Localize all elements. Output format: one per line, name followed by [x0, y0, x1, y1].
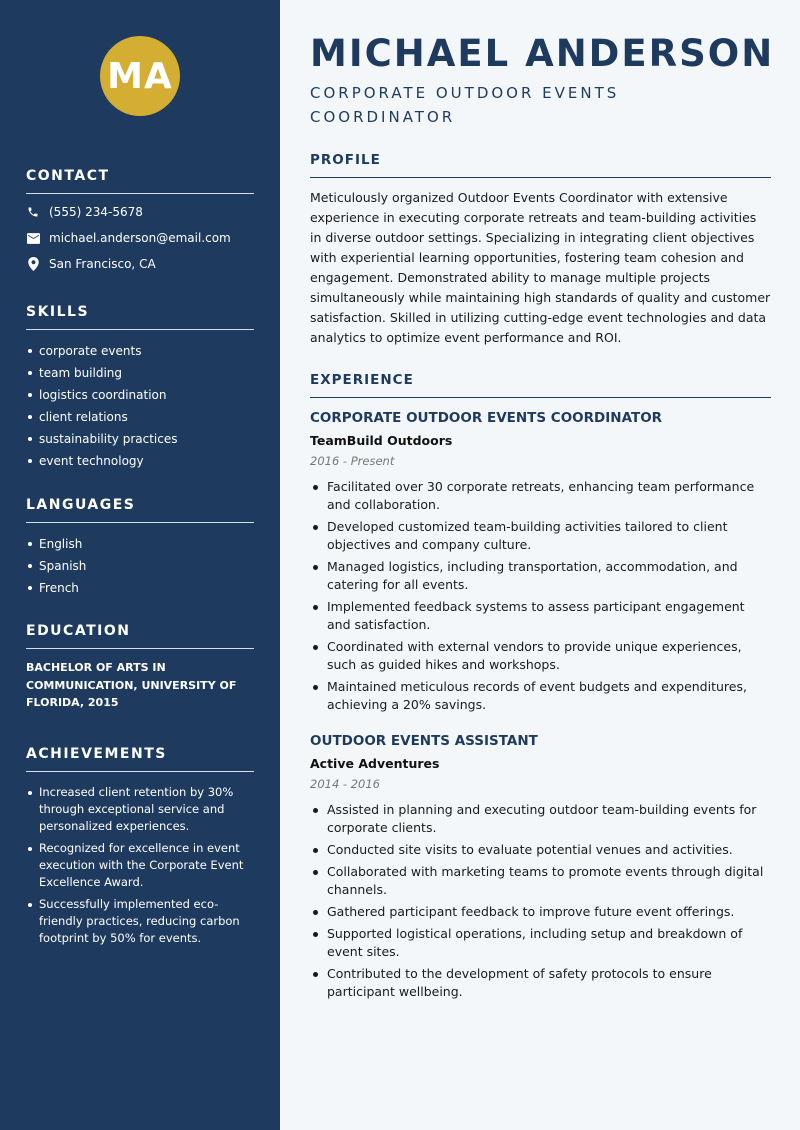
contact-heading: CONTACT: [26, 168, 254, 194]
job-bullet: Contributed to the development of safety protocols to ensure participant wellbeing.: [310, 965, 771, 1001]
skills-heading: SKILLS: [26, 304, 254, 330]
achievements-section: [26, 746, 254, 952]
avatar: MA: [100, 36, 180, 116]
candidate-title: CORPORATE OUTDOOR EVENTS COORDINATOR: [310, 84, 620, 126]
job-bullet: Collaborated with marketing teams to promote events through digital channels.: [310, 863, 771, 899]
skill-item: team building: [26, 362, 254, 384]
job-bullet: Conducted site visits to evaluate potential venues and activities.: [310, 841, 771, 859]
education-degree: BACHELOR OF ARTS IN COMMUNICATION, UNIVERSITY OF FLORIDA, 2015: [26, 661, 237, 709]
job-entry: [310, 733, 771, 1005]
achievement-item: Successfully implemented eco-friendly practices, reducing carbon footprint by 50% for events.: [26, 896, 254, 947]
profile-text: Meticulously organized Outdoor Events Coordinator with extensive experience in executing corporate retreats and team-building activities in diverse outdoor settings. Specializing in integrating client objectives with experiential learning opportunities, fostering team cohesion and engagement. Demonstrated ability to manage multiple projects simultaneously while maintaining high standards of quality and customer satisfaction. Skilled in utilizing cutting-edge event technologies and data analytics to optimize event performance and ROI.: [310, 190, 771, 345]
achievements-heading: ACHIEVEMENTS: [26, 746, 254, 772]
job-bullet: Supported logistical operations, including setup and breakdown of event sites.: [310, 925, 771, 961]
contact-location: [26, 251, 254, 277]
job-bullet: Implemented feedback systems to assess participant engagement and satisfaction.: [310, 598, 771, 634]
job-company: TeamBuild Outdoors: [310, 433, 453, 448]
experience-heading: EXPERIENCE: [310, 372, 771, 398]
email-icon: [26, 231, 40, 245]
contact-email[interactable]: [26, 225, 254, 251]
contact-section: [26, 168, 254, 277]
skills-section: [26, 304, 254, 472]
candidate-name: MICHAEL ANDERSON: [310, 32, 775, 75]
job-company: Active Adventures: [310, 756, 440, 771]
education-section: [26, 623, 254, 712]
profile-section: [310, 152, 771, 348]
phone-text: (555) 234-5678: [49, 205, 143, 219]
job-title: CORPORATE OUTDOOR EVENTS COORDINATOR: [310, 410, 663, 426]
job-title: OUTDOOR EVENTS ASSISTANT: [310, 733, 538, 749]
skills-list: [26, 340, 254, 472]
sidebar: [0, 0, 280, 1130]
education-heading: EDUCATION: [26, 623, 254, 649]
skill-item: logistics coordination: [26, 384, 254, 406]
job-bullet: Developed customized team-building activities tailored to client objectives and company culture.: [310, 518, 771, 554]
contact-phone[interactable]: [26, 199, 254, 225]
job-bullet: Assisted in planning and executing outdoor team-building events for corporate clients.: [310, 801, 771, 837]
achievement-item: Recognized for excellence in event execution with the Corporate Event Excellence Award.: [26, 840, 254, 891]
job-entry: [310, 410, 771, 718]
experience-section: [310, 372, 771, 398]
phone-icon: [26, 205, 40, 219]
job-bullets: [310, 801, 771, 1001]
language-item: English: [26, 533, 254, 555]
location-text: San Francisco, CA: [49, 257, 156, 271]
language-item: Spanish: [26, 555, 254, 577]
job-dates: 2016 - Present: [310, 454, 395, 468]
job-bullet: Facilitated over 30 corporate retreats, enhancing team performance and collaboration.: [310, 478, 771, 514]
job-bullets: [310, 478, 771, 714]
location-pin-icon: [26, 257, 40, 271]
skill-item: event technology: [26, 450, 254, 472]
profile-heading: PROFILE: [310, 152, 771, 178]
achievement-item: Increased client retention by 30% through exceptional service and personalized experiences.: [26, 784, 254, 835]
job-bullet: Coordinated with external vendors to provide unique experiences, such as guided hikes and workshops.: [310, 638, 771, 674]
skill-item: sustainability practices: [26, 428, 254, 450]
skill-item: corporate events: [26, 340, 254, 362]
language-item: French: [26, 577, 254, 599]
achievements-list: [26, 784, 254, 947]
job-dates: 2014 - 2016: [310, 777, 380, 791]
skill-item: client relations: [26, 406, 254, 428]
job-bullet: Gathered participant feedback to improve future event offerings.: [310, 903, 771, 921]
job-bullet: Maintained meticulous records of event budgets and expenditures, achieving a 20% savings.: [310, 678, 771, 714]
job-bullet: Managed logistics, including transportation, accommodation, and catering for all events.: [310, 558, 771, 594]
email-text: michael.anderson@email.com: [49, 231, 231, 245]
languages-heading: LANGUAGES: [26, 497, 254, 523]
languages-list: [26, 533, 254, 599]
languages-section: [26, 497, 254, 599]
